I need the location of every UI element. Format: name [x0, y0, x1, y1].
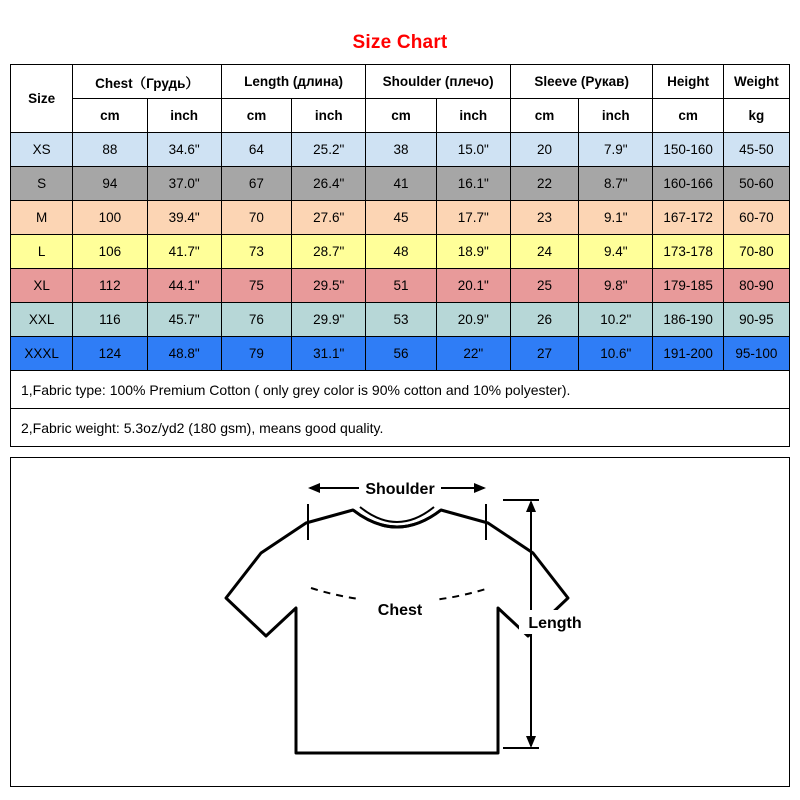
- table-cell: 45-50: [723, 133, 789, 167]
- table-cell: 112: [73, 269, 147, 303]
- table-cell: 29.5": [292, 269, 366, 303]
- table-cell: 45.7": [147, 303, 221, 337]
- table-cell: 26.4": [292, 167, 366, 201]
- table-cell: 44.1": [147, 269, 221, 303]
- tshirt-diagram: [10, 457, 790, 787]
- length-arrow-head-bottom: [526, 736, 536, 748]
- table-cell: 53: [366, 303, 436, 337]
- table-cell: 26: [510, 303, 578, 337]
- table-row: [11, 167, 790, 201]
- note-fabric-weight: 2,Fabric weight: 5.3oz/yd2 (180 gsm), means good quality.: [10, 409, 790, 447]
- table-cell: 15.0": [436, 133, 510, 167]
- table-cell: 20: [510, 133, 578, 167]
- table-cell: 50-60: [723, 167, 789, 201]
- table-cell: 8.7": [579, 167, 653, 201]
- page-title: Size Chart: [352, 32, 448, 53]
- table-cell: 29.9": [292, 303, 366, 337]
- table-cell: 95-100: [723, 337, 789, 371]
- row-size-label: XXL: [11, 303, 73, 337]
- header-height: Height: [653, 65, 723, 99]
- table-cell: 37.0": [147, 167, 221, 201]
- unit-chest-inch: inch: [147, 99, 221, 133]
- tshirt-measurement-svg: [11, 458, 789, 786]
- fabric-notes: [10, 371, 790, 447]
- table-cell: 80-90: [723, 269, 789, 303]
- header-shoulder: Shoulder (плечо): [366, 65, 511, 99]
- unit-length-cm: cm: [221, 99, 291, 133]
- table-cell: 20.9": [436, 303, 510, 337]
- unit-sleeve-cm: cm: [510, 99, 578, 133]
- table-cell: 70-80: [723, 235, 789, 269]
- table-cell: 88: [73, 133, 147, 167]
- table-cell: 10.6": [579, 337, 653, 371]
- table-header-units: [11, 99, 790, 133]
- unit-length-inch: inch: [292, 99, 366, 133]
- table-cell: 41.7": [147, 235, 221, 269]
- table-cell: 116: [73, 303, 147, 337]
- unit-weight-kg: kg: [723, 99, 789, 133]
- header-weight: Weight: [723, 65, 789, 99]
- table-cell: 64: [221, 133, 291, 167]
- table-cell: 48.8": [147, 337, 221, 371]
- table-cell: 18.9": [436, 235, 510, 269]
- unit-shoulder-cm: cm: [366, 99, 436, 133]
- note-fabric-type: 1,Fabric type: 100% Premium Cotton ( only grey color is 90% cotton and 10% polyester).: [10, 371, 790, 409]
- table-row: [11, 303, 790, 337]
- table-cell: 27.6": [292, 201, 366, 235]
- table-cell: 28.7": [292, 235, 366, 269]
- table-cell: 17.7": [436, 201, 510, 235]
- table-row: [11, 337, 790, 371]
- table-cell: 39.4": [147, 201, 221, 235]
- table-cell: 90-95: [723, 303, 789, 337]
- header-size: Size: [11, 65, 73, 133]
- table-cell: 10.2": [579, 303, 653, 337]
- row-size-label: XS: [11, 133, 73, 167]
- table-cell: 70: [221, 201, 291, 235]
- table-cell: 31.1": [292, 337, 366, 371]
- row-size-label: XL: [11, 269, 73, 303]
- table-cell: 48: [366, 235, 436, 269]
- table-cell: 60-70: [723, 201, 789, 235]
- table-cell: 22: [510, 167, 578, 201]
- table-cell: 100: [73, 201, 147, 235]
- unit-shoulder-inch: inch: [436, 99, 510, 133]
- table-cell: 9.4": [579, 235, 653, 269]
- shoulder-arrow-head-left: [308, 483, 320, 493]
- length-arrow-head-top: [526, 500, 536, 512]
- shoulder-arrow-head-right: [474, 483, 486, 493]
- row-size-label: S: [11, 167, 73, 201]
- table-cell: 191-200: [653, 337, 723, 371]
- table-cell: 16.1": [436, 167, 510, 201]
- table-row: [11, 269, 790, 303]
- table-row: [11, 235, 790, 269]
- length-label: Length: [528, 615, 582, 632]
- tshirt-outline: [226, 510, 568, 753]
- table-cell: 25.2": [292, 133, 366, 167]
- table-cell: 56: [366, 337, 436, 371]
- size-chart-table: [10, 64, 790, 371]
- table-cell: 41: [366, 167, 436, 201]
- row-size-label: L: [11, 235, 73, 269]
- table-cell: 67: [221, 167, 291, 201]
- table-header-groups: [11, 65, 790, 99]
- row-size-label: XXXL: [11, 337, 73, 371]
- header-length: Length (длина): [221, 65, 366, 99]
- table-cell: 167-172: [653, 201, 723, 235]
- table-cell: 79: [221, 337, 291, 371]
- size-chart-body: [11, 133, 790, 371]
- shoulder-label: Shoulder: [365, 481, 435, 498]
- table-cell: 76: [221, 303, 291, 337]
- table-cell: 25: [510, 269, 578, 303]
- table-cell: 106: [73, 235, 147, 269]
- table-cell: 20.1": [436, 269, 510, 303]
- header-chest: Chest（Грудь）: [73, 65, 222, 99]
- table-cell: 75: [221, 269, 291, 303]
- table-cell: 150-160: [653, 133, 723, 167]
- header-sleeve: Sleeve (Рукав): [510, 65, 653, 99]
- table-cell: 24: [510, 235, 578, 269]
- table-cell: 7.9": [579, 133, 653, 167]
- table-cell: 22": [436, 337, 510, 371]
- table-cell: 173-178: [653, 235, 723, 269]
- row-size-label: M: [11, 201, 73, 235]
- table-cell: 23: [510, 201, 578, 235]
- table-row: [11, 201, 790, 235]
- table-cell: 9.1": [579, 201, 653, 235]
- table-cell: 38: [366, 133, 436, 167]
- table-cell: 179-185: [653, 269, 723, 303]
- table-cell: 160-166: [653, 167, 723, 201]
- unit-chest-cm: cm: [73, 99, 147, 133]
- table-cell: 73: [221, 235, 291, 269]
- chest-label: Chest: [377, 602, 423, 619]
- table-cell: 9.8": [579, 269, 653, 303]
- table-cell: 34.6": [147, 133, 221, 167]
- table-cell: 27: [510, 337, 578, 371]
- table-row: [11, 133, 790, 167]
- unit-sleeve-inch: inch: [579, 99, 653, 133]
- unit-height-cm: cm: [653, 99, 723, 133]
- table-cell: 51: [366, 269, 436, 303]
- table-cell: 186-190: [653, 303, 723, 337]
- table-cell: 94: [73, 167, 147, 201]
- table-cell: 124: [73, 337, 147, 371]
- table-cell: 45: [366, 201, 436, 235]
